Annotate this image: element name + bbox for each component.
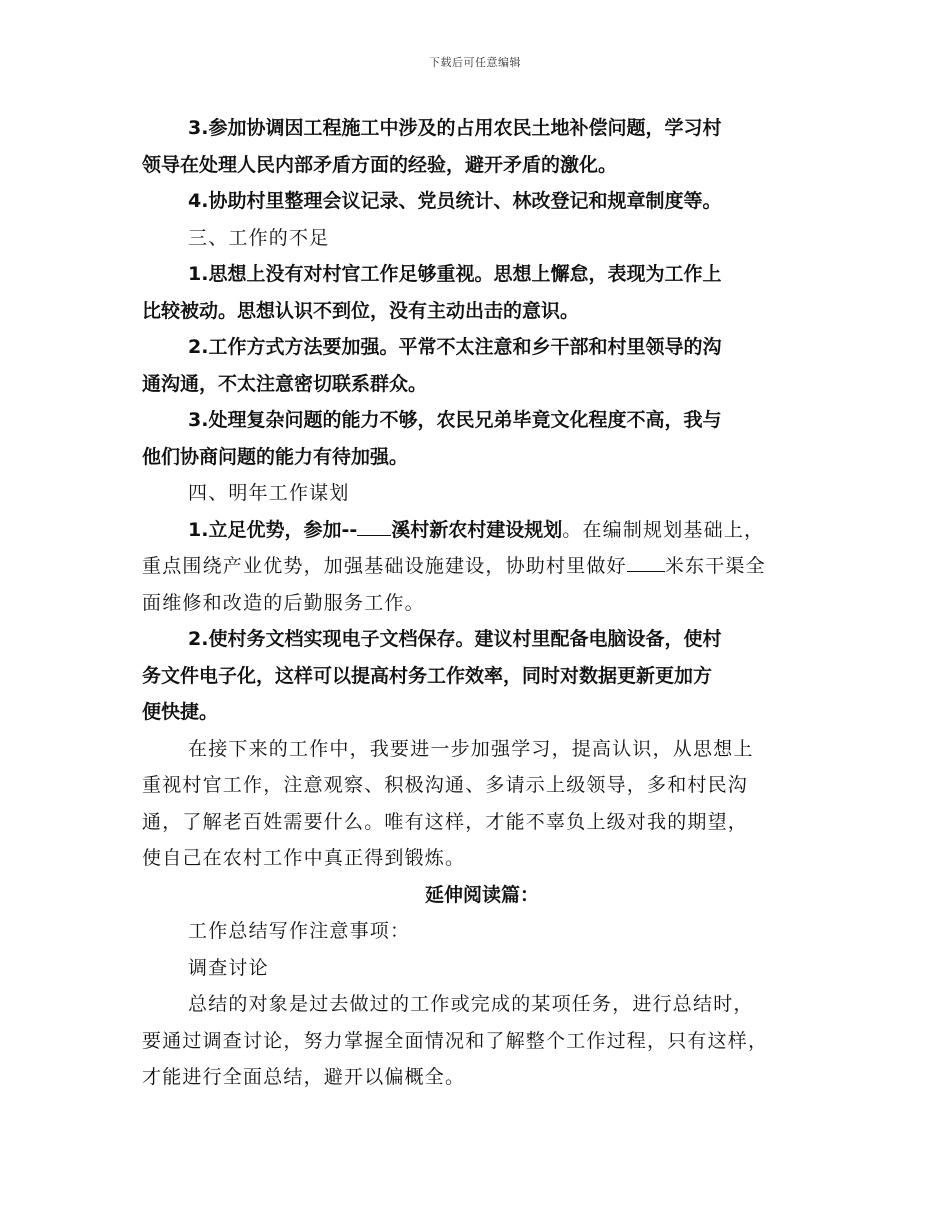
normal-text: 。在编制规划基础上， xyxy=(562,518,765,541)
paragraph-line: 调查讨论 xyxy=(188,956,269,979)
fill-in-blank xyxy=(357,513,391,536)
fill-in-blank xyxy=(627,549,665,572)
paragraph-line: 工作总结写作注意事项： xyxy=(188,920,411,942)
paragraph-line: 要通过调查讨论，努力掌握全面情况和了解整个工作过程，只有这样， xyxy=(142,1029,769,1052)
paragraph-line: 面维修和改造的后勤服务工作。 xyxy=(142,591,425,614)
section-heading: 四、明年工作谋划 xyxy=(188,482,350,504)
paragraph-line: 比较被动。思想认识不到位，没有主动出击的意识。 xyxy=(142,299,580,322)
normal-text: 重点围绕产业优势，加强基础设施建设，协助村里做好 xyxy=(142,555,627,577)
normal-text: 米东干渠全 xyxy=(664,555,766,577)
paragraph-line: 通，了解老百姓需要什么。唯有这样，才能不辜负上级对我的期望， xyxy=(142,810,749,833)
paragraph-line: 便快捷。 xyxy=(142,701,219,723)
paragraph-line: 他们协商问题的能力有待加强。 xyxy=(142,445,409,468)
paragraph-line-mixed xyxy=(142,512,822,549)
paragraph-line: 2.工作方式方法要加强。平常不太注意和乡干部和村里领导的沟 xyxy=(188,336,722,358)
paragraph-line: 重视村官工作，注意观察、积极沟通、多请示上级领导，多和村民沟 xyxy=(142,774,749,796)
paragraph-line: 1.思想上没有对村官工作足够重视。思想上懈怠，表现为工作上 xyxy=(188,263,722,285)
paragraph-line: 2.使村务文档实现电子文档保存。建议村里配备电脑设备，使村 xyxy=(188,628,722,650)
paragraph-line: 务文件电子化，这样可以提高村务工作效率，同时对数据更新更加方 xyxy=(142,664,713,687)
bold-text: 1.立足优势，参加-- xyxy=(188,518,358,541)
paragraph-line: 才能进行全面总结，避开以偏概全。 xyxy=(142,1066,466,1088)
paragraph-line: 4.协助村里整理会议记录、党员统计、林改登记和规章制度等。 xyxy=(188,190,722,212)
page-header: 下载后可任意编辑 xyxy=(429,56,521,69)
paragraph-line: 使自己在农村工作中真正得到锻炼。 xyxy=(142,847,466,869)
bold-text: 溪村新农村建设规划 xyxy=(391,518,563,541)
paragraph-line: 总结的对象是过去做过的工作或完成的某项任务，进行总结时， xyxy=(188,993,754,1015)
document-body xyxy=(142,110,822,1096)
paragraph-line-mixed xyxy=(142,548,822,585)
section-heading: 三、工作的不足 xyxy=(188,226,330,249)
paragraph-line: 在接下来的工作中，我要进一步加强学习，提高认识，从思想上 xyxy=(188,737,754,760)
paragraph-line: 3.处理复杂问题的能力不够，农民兄弟毕竟文化程度不高，我与 xyxy=(188,409,722,431)
paragraph-line: 3.参加协调因工程施工中涉及的占用农民土地补偿问题，学习村 xyxy=(188,117,722,139)
paragraph-line: 领导在处理人民内部矛盾方面的经验，避开矛盾的激化。 xyxy=(142,153,618,176)
section-title: 延伸阅读篇： xyxy=(424,883,539,906)
paragraph-line: 通沟通，不太注意密切联系群众。 xyxy=(142,372,428,395)
